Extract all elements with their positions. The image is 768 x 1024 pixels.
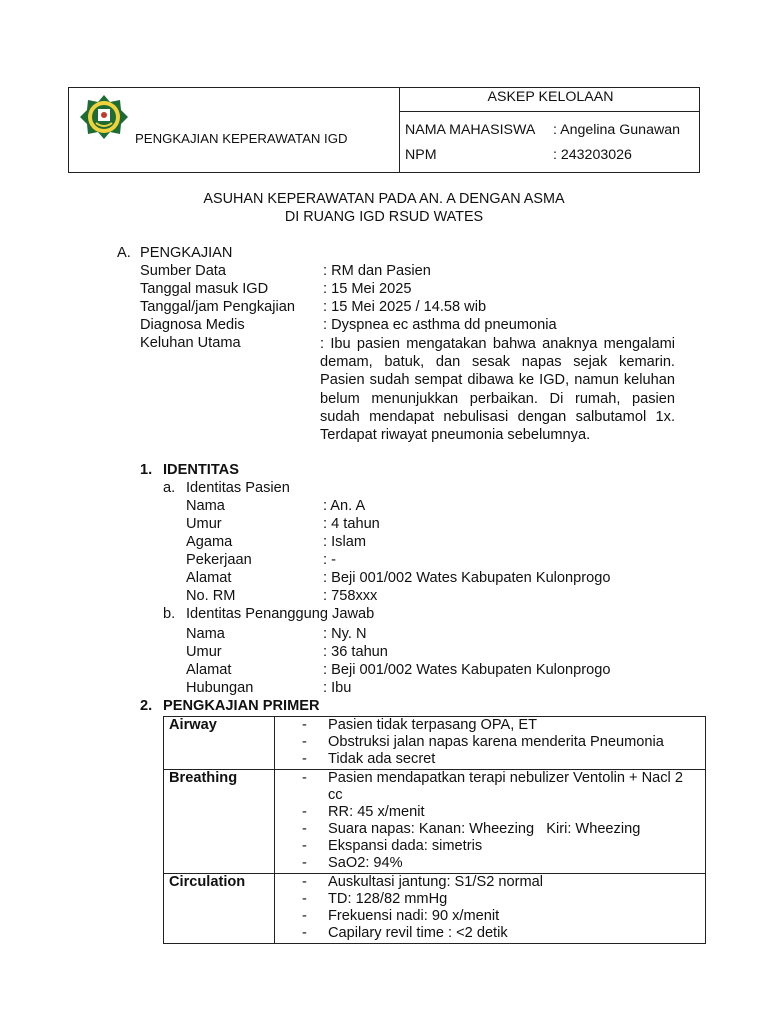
category-cell: Breathing [164,770,275,874]
table-row [164,874,706,944]
dash: - [302,838,307,854]
header-divider-horizontal [399,111,699,112]
primer-number: 2. [140,698,153,714]
list-item [275,838,699,855]
item-text: Obstruksi jalan napas karena menderita Pneumonia [328,734,664,750]
item-text: Pasien mendapatkan terapi nebulizer Ventolin + Nacl 2 cc [328,770,683,803]
field-value: : 15 Mei 2025 / 14.58 wib [323,299,487,315]
penanggung-letter: b. [163,606,176,622]
header-box [68,87,700,173]
item-text: Ekspansi dada: simetris [328,838,483,854]
item-text: Capilary revil time : <2 detik [328,925,508,941]
field-value: : An. A [323,498,366,514]
list-item [275,770,699,804]
field-label: Pekerjaan [186,552,252,568]
primer-heading: PENGKAJIAN PRIMER [163,698,320,714]
header-title: ASKEP KELOLAAN [487,89,614,105]
field-value: : Ny. N [323,626,367,642]
dash: - [302,891,307,907]
field-label: Tanggal masuk IGD [140,281,269,297]
dash: - [302,717,307,733]
section-a-number: A. [117,245,131,261]
dash: - [302,821,307,837]
list-item [275,891,699,908]
document-title-line1: ASUHAN KEPERAWATAN PADA AN. A DENGAN ASMA [203,191,565,207]
institution-logo [79,93,129,141]
field-label: Diagnosa Medis [140,317,245,333]
list-item [275,804,699,821]
list-item [275,874,699,891]
item-text: TD: 128/82 mmHg [328,891,448,907]
items-cell [275,874,706,944]
student-name-label: NAMA MAHASISWA [405,122,536,138]
field-value: : RM dan Pasien [323,263,431,279]
penanggung-heading: Identitas Penanggung Jawab [186,606,375,622]
field-label: Nama [186,498,225,514]
items-cell [275,770,706,874]
field-label: Hubungan [186,680,254,696]
section-a-heading: PENGKAJIAN [140,245,233,261]
field-value: : Dyspnea ec asthma dd pneumonia [323,317,557,333]
list-item [275,734,699,751]
field-label: Umur [186,644,222,660]
item-text: RR: 45 x/menit [328,804,425,820]
field-label: Agama [186,534,233,550]
dash: - [302,855,307,871]
field-value: : 36 tahun [323,644,388,660]
list-item [275,855,699,872]
list-item [275,717,699,734]
field-label: Keluhan Utama [140,335,241,351]
field-label: Alamat [186,570,232,586]
list-item [275,751,699,768]
item-text: Tidak ada secret [328,751,436,767]
items-cell [275,717,706,770]
field-value: : Beji 001/002 Wates Kabupaten Kulonprogo [323,570,611,586]
field-label: Umur [186,516,222,532]
dash: - [302,925,307,941]
dash: - [302,751,307,767]
list-item [275,908,699,925]
identitas-heading: IDENTITAS [163,462,239,478]
item-text: Pasien tidak terpasang OPA, ET [328,717,538,733]
logo-seal-icon [79,93,129,141]
dash: - [302,908,307,924]
item-text: Frekuensi nadi: 90 x/menit [328,908,500,924]
pasien-letter: a. [163,480,176,496]
student-name-value: : Angelina Gunawan [553,122,680,138]
field-label: Tanggal/jam Pengkajian [140,299,295,315]
identitas-number: 1. [140,462,153,478]
item-text: Auskultasi jantung: S1/S2 normal [328,874,543,890]
npm-label: NPM [405,147,437,163]
npm-value: : 243203026 [553,147,632,163]
field-label: Nama [186,626,225,642]
field-value: : 758xxx [323,588,378,604]
dash: - [302,804,307,820]
dash: - [302,734,307,750]
field-value: : 4 tahun [323,516,380,532]
list-item [275,821,699,838]
pasien-heading: Identitas Pasien [186,480,290,496]
chief-complaint-value: : Ibu pasien mengatakan bahwa anaknya mengalami demam, batuk, dan sesak napas sejak kemarin. Pasien sudah sempat dibawa ke IGD, namun keluhan belum menunjukkan perbaikan. Di rumah, pasien sudah mendapat nebulisasi dengan salbutamol 1x. Terdapat riwayat pneumonia sebelumnya. [320,336,675,444]
item-text: SaO2: 94% [328,855,403,871]
category-cell: Airway [164,717,275,770]
primary-assessment-table [163,716,706,944]
field-value: : Beji 001/002 Wates Kabupaten Kulonprogo [323,662,611,678]
field-label: No. RM [186,588,236,604]
item-text: Suara napas: Kanan: Wheezing Kiri: Wheezing [328,821,641,837]
table-row [164,770,706,874]
document-title-line2: DI RUANG IGD RSUD WATES [284,209,484,225]
field-label: Sumber Data [140,263,226,279]
field-label: Alamat [186,662,232,678]
table-row [164,717,706,770]
field-value: : 15 Mei 2025 [323,281,412,297]
list-item [275,925,699,942]
category-cell: Circulation [164,874,275,944]
dash: - [302,770,307,786]
unit-label: PENGKAJIAN KEPERAWATAN IGD [135,131,348,146]
field-value: : Islam [323,534,366,550]
dash: - [302,874,307,890]
field-value: : - [323,552,336,568]
field-value: : Ibu [323,680,352,696]
